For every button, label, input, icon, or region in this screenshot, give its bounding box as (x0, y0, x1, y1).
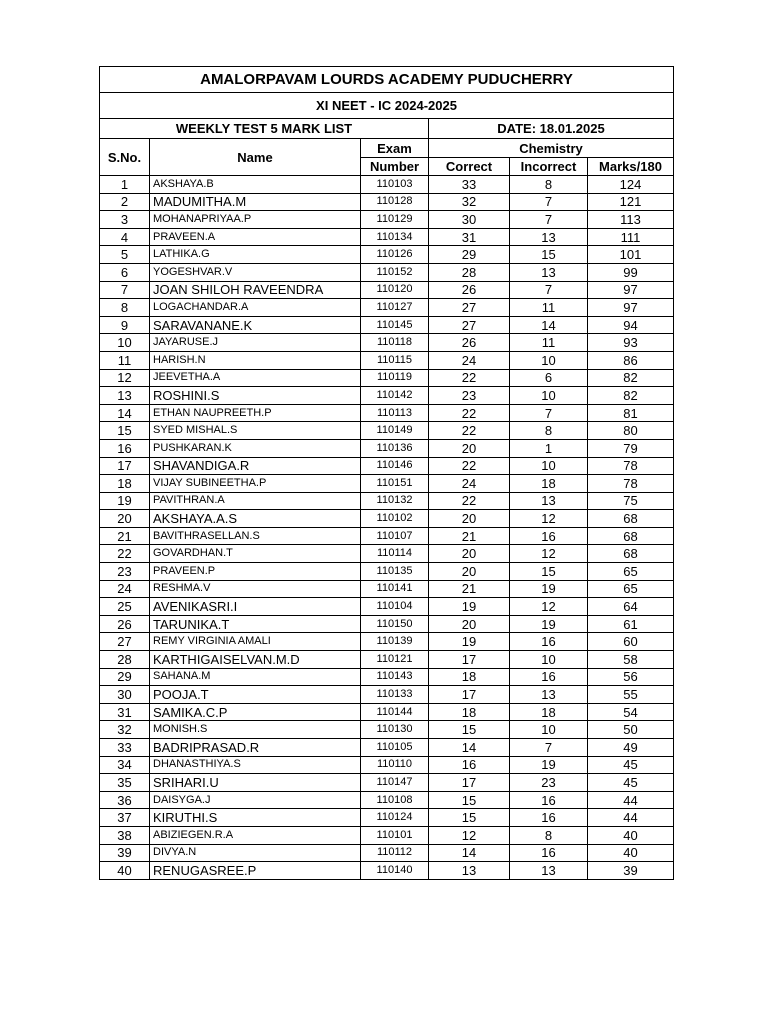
table-row (100, 404, 674, 422)
cell-incorrect: 16 (510, 791, 588, 809)
cell-incorrect: 10 (510, 721, 588, 739)
cell-name: HARISH.N (150, 351, 361, 369)
table-row (100, 862, 674, 880)
cell-correct: 13 (429, 862, 510, 880)
cell-sno: 5 (100, 246, 150, 264)
cell-correct: 18 (429, 668, 510, 686)
cell-correct: 20 (429, 615, 510, 633)
cell-correct: 21 (429, 580, 510, 598)
cell-marks: 68 (588, 510, 674, 528)
cell-incorrect: 10 (510, 457, 588, 475)
cell-correct: 23 (429, 387, 510, 405)
cell-name: JEEVETHA.A (150, 369, 361, 387)
table-row (100, 615, 674, 633)
col-exam-line1: Exam (361, 139, 429, 158)
cell-sno: 26 (100, 615, 150, 633)
cell-exam-number: 110103 (361, 176, 429, 194)
cell-exam-number: 110126 (361, 246, 429, 264)
cell-marks: 97 (588, 299, 674, 317)
cell-exam-number: 110140 (361, 862, 429, 880)
cell-sno: 32 (100, 721, 150, 739)
school-title: AMALORPAVAM LOURDS ACADEMY PUDUCHERRY (100, 67, 674, 93)
cell-correct: 15 (429, 809, 510, 827)
cell-name: YOGESHVAR.V (150, 263, 361, 281)
cell-name: SHAVANDIGA.R (150, 457, 361, 475)
cell-incorrect: 13 (510, 263, 588, 281)
table-row (100, 351, 674, 369)
cell-marks: 124 (588, 176, 674, 194)
table-row (100, 756, 674, 774)
cell-sno: 39 (100, 844, 150, 862)
cell-marks: 68 (588, 545, 674, 563)
cell-sno: 34 (100, 756, 150, 774)
cell-sno: 31 (100, 703, 150, 721)
cell-sno: 8 (100, 299, 150, 317)
cell-correct: 22 (429, 404, 510, 422)
cell-incorrect: 12 (510, 510, 588, 528)
cell-name: SARAVANANE.K (150, 316, 361, 334)
cell-sno: 13 (100, 387, 150, 405)
cell-name: PRAVEEN.P (150, 563, 361, 581)
cell-incorrect: 23 (510, 774, 588, 792)
cell-correct: 22 (429, 369, 510, 387)
cell-name: JOAN SHILOH RAVEENDRA (150, 281, 361, 299)
cell-name: JAYARUSE.J (150, 334, 361, 352)
cell-name: GOVARDHAN.T (150, 545, 361, 563)
cell-exam-number: 110129 (361, 211, 429, 229)
cell-exam-number: 110128 (361, 193, 429, 211)
table-row (100, 633, 674, 651)
table-row (100, 281, 674, 299)
table-row (100, 510, 674, 528)
cell-exam-number: 110124 (361, 809, 429, 827)
cell-name: ABIZIEGEN.R.A (150, 826, 361, 844)
cell-name: POOJA.T (150, 686, 361, 704)
cell-sno: 1 (100, 176, 150, 194)
cell-correct: 15 (429, 791, 510, 809)
title-row (100, 67, 674, 93)
cell-exam-number: 110135 (361, 563, 429, 581)
cell-name: AKSHAYA.B (150, 176, 361, 194)
table-row (100, 299, 674, 317)
cell-incorrect: 8 (510, 422, 588, 440)
cell-sno: 3 (100, 211, 150, 229)
cell-marks: 75 (588, 492, 674, 510)
cell-name: VIJAY SUBINEETHA.P (150, 475, 361, 493)
cell-exam-number: 110147 (361, 774, 429, 792)
cell-sno: 37 (100, 809, 150, 827)
cell-exam-number: 110120 (361, 281, 429, 299)
table-row (100, 545, 674, 563)
cell-exam-number: 110139 (361, 633, 429, 651)
cell-marks: 82 (588, 387, 674, 405)
cell-marks: 44 (588, 791, 674, 809)
cell-marks: 111 (588, 228, 674, 246)
cell-exam-number: 110102 (361, 510, 429, 528)
cell-marks: 44 (588, 809, 674, 827)
cell-marks: 55 (588, 686, 674, 704)
cell-exam-number: 110110 (361, 756, 429, 774)
table-row (100, 228, 674, 246)
cell-exam-number: 110112 (361, 844, 429, 862)
table-row (100, 439, 674, 457)
cell-marks: 86 (588, 351, 674, 369)
cell-exam-number: 110104 (361, 598, 429, 616)
column-header-row (100, 139, 674, 158)
cell-marks: 40 (588, 826, 674, 844)
cell-name: RESHMA.V (150, 580, 361, 598)
table-row (100, 457, 674, 475)
table-row (100, 422, 674, 440)
cell-marks: 54 (588, 703, 674, 721)
test-name: WEEKLY TEST 5 MARK LIST (100, 119, 429, 139)
cell-correct: 20 (429, 510, 510, 528)
cell-exam-number: 110121 (361, 651, 429, 669)
cell-exam-number: 110132 (361, 492, 429, 510)
cell-name: AKSHAYA.A.S (150, 510, 361, 528)
col-name: Name (150, 139, 361, 176)
cell-correct: 32 (429, 193, 510, 211)
table-row (100, 263, 674, 281)
cell-sno: 18 (100, 475, 150, 493)
cell-sno: 11 (100, 351, 150, 369)
cell-name: PRAVEEN.A (150, 228, 361, 246)
cell-incorrect: 7 (510, 739, 588, 757)
cell-incorrect: 10 (510, 387, 588, 405)
table-row (100, 703, 674, 721)
cell-name: BADRIPRASAD.R (150, 739, 361, 757)
cell-name: DAISYGA.J (150, 791, 361, 809)
cell-correct: 12 (429, 826, 510, 844)
cell-incorrect: 12 (510, 598, 588, 616)
cell-name: RENUGASREE.P (150, 862, 361, 880)
cell-exam-number: 110151 (361, 475, 429, 493)
cell-correct: 15 (429, 721, 510, 739)
cell-incorrect: 8 (510, 176, 588, 194)
col-exam-line2: Number (361, 158, 429, 176)
table-row (100, 563, 674, 581)
cell-correct: 31 (429, 228, 510, 246)
cell-correct: 33 (429, 176, 510, 194)
cell-marks: 97 (588, 281, 674, 299)
cell-name: MONISH.S (150, 721, 361, 739)
table-row (100, 369, 674, 387)
cell-correct: 27 (429, 299, 510, 317)
cell-incorrect: 19 (510, 756, 588, 774)
col-correct: Correct (429, 158, 510, 176)
cell-correct: 28 (429, 263, 510, 281)
cell-marks: 79 (588, 439, 674, 457)
cell-sno: 20 (100, 510, 150, 528)
cell-incorrect: 19 (510, 580, 588, 598)
cell-incorrect: 15 (510, 563, 588, 581)
cell-correct: 20 (429, 563, 510, 581)
cell-incorrect: 13 (510, 862, 588, 880)
cell-sno: 40 (100, 862, 150, 880)
cell-sno: 16 (100, 439, 150, 457)
cell-marks: 80 (588, 422, 674, 440)
subtitle-row (100, 93, 674, 119)
mark-list-table (99, 66, 674, 880)
cell-exam-number: 110150 (361, 615, 429, 633)
cell-name: DHANASTHIYA.S (150, 756, 361, 774)
cell-incorrect: 11 (510, 299, 588, 317)
cell-exam-number: 110143 (361, 668, 429, 686)
cell-exam-number: 110133 (361, 686, 429, 704)
cell-incorrect: 16 (510, 809, 588, 827)
cell-name: TARUNIKA.T (150, 615, 361, 633)
cell-correct: 14 (429, 844, 510, 862)
cell-marks: 101 (588, 246, 674, 264)
cell-name: SAMIKA.C.P (150, 703, 361, 721)
test-row (100, 119, 674, 139)
cell-marks: 65 (588, 563, 674, 581)
cell-sno: 30 (100, 686, 150, 704)
cell-name: REMY VIRGINIA AMALI (150, 633, 361, 651)
table-row (100, 492, 674, 510)
cell-correct: 22 (429, 492, 510, 510)
cell-correct: 19 (429, 633, 510, 651)
table-row (100, 739, 674, 757)
cell-correct: 17 (429, 651, 510, 669)
cell-sno: 24 (100, 580, 150, 598)
cell-correct: 26 (429, 334, 510, 352)
col-sno: S.No. (100, 139, 150, 176)
cell-sno: 21 (100, 527, 150, 545)
table-row (100, 774, 674, 792)
cell-incorrect: 6 (510, 369, 588, 387)
cell-exam-number: 110127 (361, 299, 429, 317)
cell-incorrect: 11 (510, 334, 588, 352)
cell-correct: 26 (429, 281, 510, 299)
table-row (100, 334, 674, 352)
cell-name: LOGACHANDAR.A (150, 299, 361, 317)
cell-incorrect: 7 (510, 404, 588, 422)
table-row (100, 193, 674, 211)
cell-sno: 25 (100, 598, 150, 616)
cell-marks: 113 (588, 211, 674, 229)
cell-sno: 6 (100, 263, 150, 281)
cell-exam-number: 110101 (361, 826, 429, 844)
cell-exam-number: 110107 (361, 527, 429, 545)
cell-incorrect: 18 (510, 703, 588, 721)
cell-sno: 19 (100, 492, 150, 510)
test-date: DATE: 18.01.2025 (429, 119, 674, 139)
cell-incorrect: 1 (510, 439, 588, 457)
cell-marks: 99 (588, 263, 674, 281)
table-row (100, 316, 674, 334)
cell-marks: 50 (588, 721, 674, 739)
cell-exam-number: 110146 (361, 457, 429, 475)
cell-correct: 17 (429, 774, 510, 792)
cell-exam-number: 110149 (361, 422, 429, 440)
cell-exam-number: 110113 (361, 404, 429, 422)
cell-correct: 17 (429, 686, 510, 704)
cell-sno: 22 (100, 545, 150, 563)
cell-sno: 38 (100, 826, 150, 844)
table-row (100, 686, 674, 704)
cell-incorrect: 12 (510, 545, 588, 563)
cell-exam-number: 110144 (361, 703, 429, 721)
table-row (100, 598, 674, 616)
cell-correct: 16 (429, 756, 510, 774)
cell-sno: 15 (100, 422, 150, 440)
cell-name: SAHANA.M (150, 668, 361, 686)
cell-sno: 7 (100, 281, 150, 299)
cell-correct: 22 (429, 422, 510, 440)
cell-name: KIRUTHI.S (150, 809, 361, 827)
cell-marks: 40 (588, 844, 674, 862)
cell-incorrect: 13 (510, 686, 588, 704)
table-row (100, 809, 674, 827)
cell-sno: 29 (100, 668, 150, 686)
class-subtitle: XI NEET - IC 2024-2025 (100, 93, 674, 119)
cell-correct: 21 (429, 527, 510, 545)
table-row (100, 826, 674, 844)
cell-sno: 33 (100, 739, 150, 757)
table-row (100, 246, 674, 264)
cell-sno: 17 (100, 457, 150, 475)
cell-sno: 36 (100, 791, 150, 809)
cell-sno: 10 (100, 334, 150, 352)
cell-correct: 24 (429, 475, 510, 493)
cell-exam-number: 110136 (361, 439, 429, 457)
cell-exam-number: 110108 (361, 791, 429, 809)
cell-marks: 78 (588, 475, 674, 493)
cell-exam-number: 110152 (361, 263, 429, 281)
cell-correct: 19 (429, 598, 510, 616)
cell-marks: 78 (588, 457, 674, 475)
table-row (100, 844, 674, 862)
cell-marks: 45 (588, 756, 674, 774)
cell-name: MADUMITHA.M (150, 193, 361, 211)
cell-sno: 9 (100, 316, 150, 334)
cell-incorrect: 10 (510, 651, 588, 669)
col-marks: Marks/180 (588, 158, 674, 176)
cell-incorrect: 16 (510, 844, 588, 862)
cell-correct: 24 (429, 351, 510, 369)
cell-incorrect: 8 (510, 826, 588, 844)
cell-exam-number: 110141 (361, 580, 429, 598)
cell-correct: 14 (429, 739, 510, 757)
table-row (100, 211, 674, 229)
cell-name: KARTHIGAISELVAN.M.D (150, 651, 361, 669)
cell-marks: 81 (588, 404, 674, 422)
table-row (100, 580, 674, 598)
cell-incorrect: 14 (510, 316, 588, 334)
cell-incorrect: 7 (510, 193, 588, 211)
cell-name: PAVITHRAN.A (150, 492, 361, 510)
cell-exam-number: 110105 (361, 739, 429, 757)
cell-exam-number: 110115 (361, 351, 429, 369)
cell-name: PUSHKARAN.K (150, 439, 361, 457)
cell-correct: 27 (429, 316, 510, 334)
cell-exam-number: 110134 (361, 228, 429, 246)
cell-exam-number: 110130 (361, 721, 429, 739)
cell-correct: 22 (429, 457, 510, 475)
cell-correct: 30 (429, 211, 510, 229)
cell-correct: 20 (429, 439, 510, 457)
cell-marks: 49 (588, 739, 674, 757)
cell-exam-number: 110118 (361, 334, 429, 352)
table-row (100, 791, 674, 809)
cell-incorrect: 13 (510, 228, 588, 246)
cell-exam-number: 110145 (361, 316, 429, 334)
cell-name: MOHANAPRIYAA.P (150, 211, 361, 229)
cell-name: LATHIKA.G (150, 246, 361, 264)
cell-name: ROSHINI.S (150, 387, 361, 405)
cell-name: ETHAN NAUPREETH.P (150, 404, 361, 422)
cell-incorrect: 10 (510, 351, 588, 369)
cell-correct: 18 (429, 703, 510, 721)
cell-incorrect: 16 (510, 668, 588, 686)
cell-sno: 23 (100, 563, 150, 581)
cell-incorrect: 7 (510, 281, 588, 299)
cell-marks: 60 (588, 633, 674, 651)
cell-marks: 58 (588, 651, 674, 669)
cell-sno: 2 (100, 193, 150, 211)
cell-sno: 28 (100, 651, 150, 669)
cell-incorrect: 16 (510, 633, 588, 651)
cell-marks: 45 (588, 774, 674, 792)
cell-incorrect: 18 (510, 475, 588, 493)
cell-sno: 12 (100, 369, 150, 387)
cell-marks: 65 (588, 580, 674, 598)
cell-marks: 64 (588, 598, 674, 616)
cell-incorrect: 13 (510, 492, 588, 510)
cell-correct: 20 (429, 545, 510, 563)
cell-incorrect: 7 (510, 211, 588, 229)
cell-incorrect: 15 (510, 246, 588, 264)
cell-marks: 39 (588, 862, 674, 880)
cell-name: SYED MISHAL.S (150, 422, 361, 440)
cell-exam-number: 110142 (361, 387, 429, 405)
cell-incorrect: 19 (510, 615, 588, 633)
cell-marks: 61 (588, 615, 674, 633)
table-row (100, 176, 674, 194)
cell-name: DIVYA.N (150, 844, 361, 862)
cell-name: BAVITHRASELLAN.S (150, 527, 361, 545)
table-row (100, 527, 674, 545)
table-row (100, 668, 674, 686)
cell-marks: 68 (588, 527, 674, 545)
cell-name: AVENIKASRI.I (150, 598, 361, 616)
cell-marks: 121 (588, 193, 674, 211)
cell-correct: 29 (429, 246, 510, 264)
table-row (100, 721, 674, 739)
table-row (100, 475, 674, 493)
cell-marks: 82 (588, 369, 674, 387)
cell-marks: 56 (588, 668, 674, 686)
table-row (100, 651, 674, 669)
cell-sno: 4 (100, 228, 150, 246)
col-subject: Chemistry (429, 139, 674, 158)
cell-sno: 35 (100, 774, 150, 792)
cell-incorrect: 16 (510, 527, 588, 545)
cell-marks: 93 (588, 334, 674, 352)
cell-exam-number: 110119 (361, 369, 429, 387)
cell-exam-number: 110114 (361, 545, 429, 563)
cell-sno: 27 (100, 633, 150, 651)
cell-marks: 94 (588, 316, 674, 334)
table-row (100, 387, 674, 405)
cell-name: SRIHARI.U (150, 774, 361, 792)
col-incorrect: Incorrect (510, 158, 588, 176)
cell-sno: 14 (100, 404, 150, 422)
